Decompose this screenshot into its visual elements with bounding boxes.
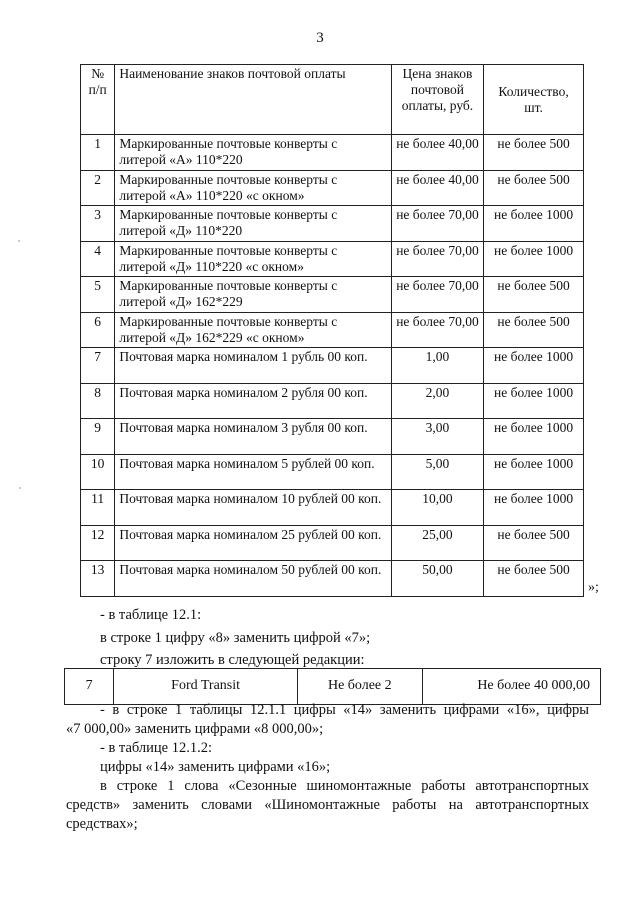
table-12-1-2-heading: - в таблице 12.1.2: [100,740,212,756]
transport-name: Ford Transit [114,669,298,705]
row-name: Маркированные почтовые конверты с литерой «Д» 110*220 «с окном» [115,241,391,277]
row-qty: не более 1000 [484,206,584,242]
row-name: Почтовая марка номиналом 5 рублей 00 коп. [115,454,391,490]
row-qty: не более 1000 [484,348,584,384]
row-price: не более 40,00 [391,135,483,171]
row-num: 11 [81,490,115,526]
row-price: не более 40,00 [391,170,483,206]
row-num: 12 [81,525,115,561]
row-qty: не более 500 [484,170,584,206]
row-qty: не более 1000 [484,454,584,490]
row-num: 6 [81,312,115,348]
paragraph-12-1-1-line2: «7 000,00» заменить цифрами «8 000,00»; [66,721,324,737]
closing-quote: »; [588,580,599,595]
row-price: не более 70,00 [391,312,483,348]
row-num: 2 [81,170,115,206]
row-num: 9 [81,419,115,455]
row-price: 3,00 [391,419,483,455]
table-header-row [81,65,584,135]
header-qty: Количество, шт. [484,65,584,135]
paragraph-12-1-1-line1: - в строке 1 таблицы 12.1.1 цифры «14» заменить цифрами «16», цифры [100,702,589,718]
table-row [81,312,584,348]
table-row [81,241,584,277]
table-row [81,348,584,384]
row-name: Почтовая марка номиналом 2 рубля 00 коп. [115,383,391,419]
row-num: 5 [81,277,115,313]
row-name: Почтовая марка номиналом 50 рублей 00 коп. [115,561,391,597]
table-row [65,669,601,705]
row-price: 10,00 [391,490,483,526]
row-qty: не более 500 [484,135,584,171]
page-number: 3 [316,30,324,46]
row-qty: не более 1000 [484,490,584,526]
table-row [81,277,584,313]
row-price: 5,00 [391,454,483,490]
header-num: № п/п [81,65,115,135]
table-12-1-heading: - в таблице 12.1: [100,607,202,623]
row7-intro-text: строку 7 изложить в следующей редакции: [100,652,365,668]
table-row [81,454,584,490]
row1-words-line1: в строке 1 слова «Сезонные шиномонтажные работы автотранспортных [100,778,589,794]
row-qty: не более 1000 [484,419,584,455]
transport-num: 7 [65,669,114,705]
row-num: 7 [81,348,115,384]
row-name: Почтовая марка номиналом 10 рублей 00 коп. [115,490,391,526]
row1-change-text: в строке 1 цифру «8» заменить цифрой «7»; [100,630,371,646]
row-qty: не более 1000 [484,241,584,277]
transport-limit: Не более 2 [298,669,423,705]
row-qty: не более 500 [484,561,584,597]
stamps-table [80,64,584,597]
row-num: 4 [81,241,115,277]
row-name: Почтовая марка номиналом 3 рубля 00 коп. [115,419,391,455]
row-name: Маркированные почтовые конверты с литерой «Д» 110*220 [115,206,391,242]
row-price: не более 70,00 [391,206,483,242]
row-num: 1 [81,135,115,171]
table-row [81,561,584,597]
table-row [81,135,584,171]
table-row [81,525,584,561]
row-name: Маркированные почтовые конверты с литерой «Д» 162*229 «с окном» [115,312,391,348]
row-qty: не более 500 [484,277,584,313]
row-price: 50,00 [391,561,483,597]
row-qty: не более 1000 [484,383,584,419]
row-name: Маркированные почтовые конверты с литерой «А» 110*220 «с окном» [115,170,391,206]
row-name: Маркированные почтовые конверты с литерой «А» 110*220 [115,135,391,171]
table-row [81,206,584,242]
row-price: 2,00 [391,383,483,419]
transport-table [64,668,601,705]
row-qty: не более 500 [484,525,584,561]
row-price: не более 70,00 [391,241,483,277]
row-price: не более 70,00 [391,277,483,313]
scan-speck [19,487,21,489]
scan-speck [18,240,20,242]
row-num: 13 [81,561,115,597]
table-row [81,170,584,206]
transport-sum: Не более 40 000,00 [422,669,600,705]
row-qty: не более 500 [484,312,584,348]
row-price: 25,00 [391,525,483,561]
header-price: Цена знаков почтовой оплаты, руб. [391,65,483,135]
row-name: Почтовая марка номиналом 25 рублей 00 коп. [115,525,391,561]
row-num: 3 [81,206,115,242]
header-name: Наименование знаков почтовой оплаты [115,65,391,135]
table-row [81,490,584,526]
row-num: 10 [81,454,115,490]
row-price: 1,00 [391,348,483,384]
row-name: Маркированные почтовые конверты с литерой «Д» 162*229 [115,277,391,313]
table-row [81,383,584,419]
digits-change-text: цифры «14» заменить цифрами «16»; [100,759,331,775]
row-name: Почтовая марка номиналом 1 рубль 00 коп. [115,348,391,384]
row1-words-line3: средствах»; [66,816,138,832]
row-num: 8 [81,383,115,419]
row1-words-line2: средств» заменить словами «Шиномонтажные работы на автотранспортных [66,797,589,813]
table-row [81,419,584,455]
